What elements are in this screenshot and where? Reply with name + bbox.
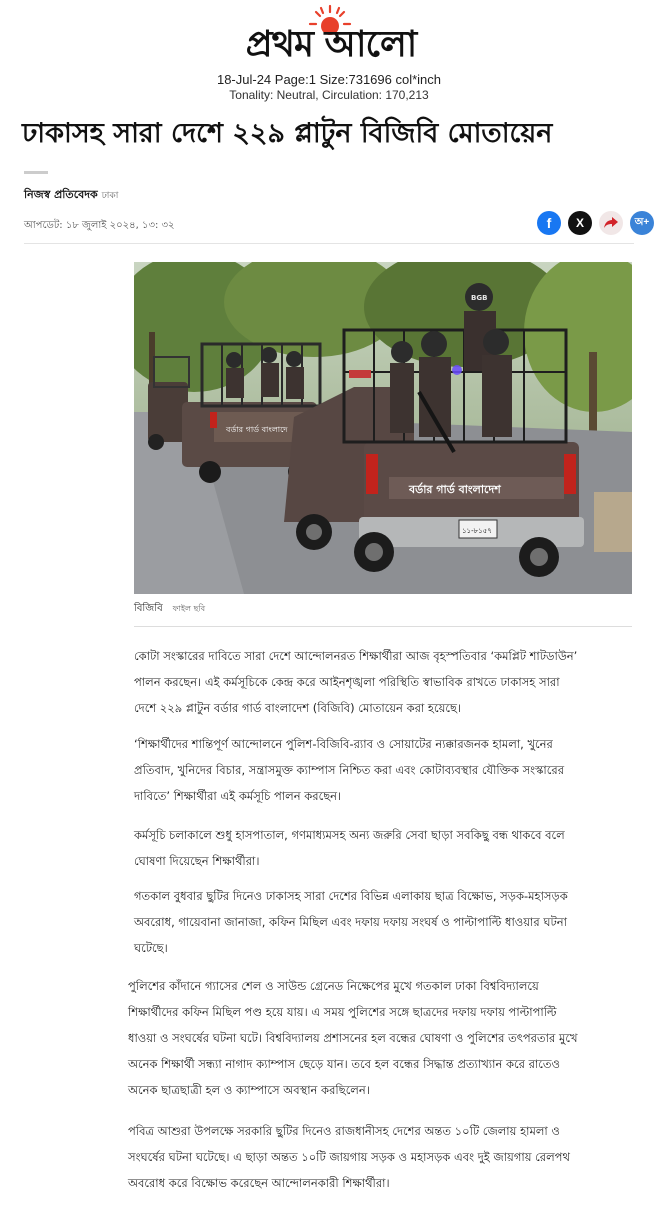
paragraph-line: অনেক শিক্ষার্থী সন্ধ্যা নাগাদ ক্যাম্পাস ছেড়ে যান। তবে হল বন্ধের সিদ্ধান্ত প্রত্যাখ্যান করে রাতেও (128, 1057, 560, 1071)
facebook-icon: f (546, 215, 552, 231)
tonality-info: Tonality: Neutral, Circulation: 170,213 (229, 88, 429, 102)
share-button[interactable] (599, 211, 623, 235)
article-paragraph (134, 731, 632, 809)
paragraph-line: প্রতিবাদ, খুনিদের বিচার, সন্ত্রাসমুক্ত ক্যাম্পাস নিশ্চিত করা এবং কোটাব্যবস্থার যৌক্তিক সংস্কারের (134, 763, 565, 777)
paragraph-line: দেশে ২২৯ প্লাটুন বর্ডার গার্ড বাংলাদেশ (বিজিবি) মোতায়েন করা হয়েছে। (134, 701, 462, 715)
divider (24, 243, 634, 244)
clip-info: 18-Jul-24 Page:1 Size:731696 col*inch (216, 72, 442, 87)
logo-text: প্রথম আলো (245, 23, 417, 65)
paragraph-line: সংঘর্ষের ঘটনা ঘটেছে। এ ছাড়া অন্তত ১০টি জায়গায় সড়ক ও মহাসড়ক এবং দুই জায়গায় রেলপথ (128, 1150, 570, 1164)
paragraph-line: শিক্ষার্থীদের কফিন মিছিল পণ্ড হয়ে যায়। এ সময় পুলিশের সঙ্গে ছাত্রদের দফায় দফায় পাল্টাপাল্টি (128, 1005, 557, 1019)
article-paragraph (134, 822, 632, 874)
divider (134, 626, 632, 627)
masthead (0, 0, 658, 104)
x-icon: X (575, 216, 584, 230)
article-paragraph (128, 973, 640, 1103)
paragraph-line: ধাওয়া ও সংঘর্ষের ঘটনা ঘটে। বিশ্ববিদ্যালয় প্রশাসনের হল বন্ধের ঘোষণা ও পুলিশের তৎপরতার মুখে (128, 1031, 578, 1045)
paragraph-line: অনেক ছাত্রছাত্রী হল ও ক্যাম্পাসে অবস্থান করছিলেন। (128, 1083, 370, 1097)
photo-credit: ফাইল ছবি (172, 604, 206, 613)
author-name[interactable]: নিজস্ব প্রতিবেদক (24, 188, 98, 201)
paragraph-line: পুলিশের কাঁদানে গ্যাসের শেল ও সাউন্ড গ্রেনেড নিক্ষেপের মুখে গতকাল ঢাকা বিশ্ববিদ্যালয়ে (128, 979, 539, 993)
paragraph-line: কর্মসূচি চলাকালে শুধু হাসপাতাল, গণমাধ্যমসহ অন্য জরুরি সেবা ছাড়া সবকিছু বন্ধ থাকবে বলে (134, 828, 565, 842)
caption-text: বিজিবি (134, 603, 163, 614)
article-paragraph (134, 643, 632, 721)
helmet-text: BGB (471, 294, 488, 302)
share-arrow-icon (604, 217, 618, 229)
paragraph-line: ‘শিক্ষার্থীদের শান্তিপূর্ণ আন্দোলনে পুলিশ-বিজিবি-র‍্যাব ও সোয়াটের ন্যক্কারজনক হামলা, খুনের (134, 737, 553, 751)
font-size-label: অ+ (634, 216, 650, 228)
article-paragraph (134, 883, 632, 961)
paragraph-line: ঘোষণা দিয়েছেন শিক্ষার্থীরা। (134, 854, 260, 868)
paragraph-line: পালন করছেন। এই কর্মসূচিকে কেন্দ্র করে আইনশৃঙ্খলা পরিস্থিতি স্বাভাবিক রাখতে ঢাকাসহ সারা (134, 675, 560, 689)
plate-text: ১১-৮১৫৭ (462, 527, 492, 535)
photo-caption (134, 601, 205, 618)
paragraph-line: অবরোধ, গায়েবানা জানাজা, কফিন মিছিল এবং দফায় দফায় সংঘর্ষ ও পাল্টাপাল্টি ধাওয়ার ঘটনা (134, 915, 567, 929)
article-paragraph (128, 1118, 640, 1196)
prothom-alo-logo (195, 4, 467, 66)
updated-timestamp (24, 218, 175, 235)
x-share-button[interactable] (568, 211, 592, 235)
paragraph-line: অবরোধ করে বিক্ষোভ করেছেন আন্দোলনকারী শিক্ষার্থীরা। (128, 1176, 390, 1190)
paragraph-line: কোটা সংস্কারের দাবিতে সারা দেশে আন্দোলনরত শিক্ষার্থীরা আজ বৃহস্পতিবার ‘কমপ্লিট শাটডাউন’ (134, 649, 578, 663)
article-photo (134, 262, 632, 594)
updated-text: আপডেট: ১৮ জুলাই ২০২৪, ১৩: ৩২ (24, 220, 175, 231)
byline (24, 186, 118, 205)
facebook-share-button[interactable] (537, 211, 561, 235)
vehicle-text: বর্ডার গার্ড বাংলাদেশ (409, 483, 501, 496)
paragraph-line: ঘটেছে। (134, 941, 168, 955)
page-title: ঢাকাসহ সারা দেশে ২২৯ প্লাটুন বিজিবি মোতায়েন (22, 118, 553, 149)
byline-location: ঢাকা (101, 191, 119, 201)
paragraph-line: দাবিতে’ শিক্ষার্থীরা এই কর্মসূচি পালন করছেন। (134, 789, 342, 803)
paragraph-line: গতকাল বুধবার ছুটির দিনেও ঢাকাসহ সারা দেশের বিভিন্ন এলাকায় ছাত্র বিক্ষোভ, সড়ক-মহাসড়ক (134, 889, 568, 903)
divider (24, 171, 48, 174)
vehicle-rear-text: বর্ডার গার্ড বাংলাদে (226, 425, 288, 434)
paragraph-line: পবিত্র আশুরা উপলক্ষে সরকারি ছুটির দিনেও রাজধানীসহ দেশের অন্তত ১০টি জেলায় হামলা ও (128, 1124, 560, 1138)
font-size-button[interactable] (630, 211, 654, 235)
